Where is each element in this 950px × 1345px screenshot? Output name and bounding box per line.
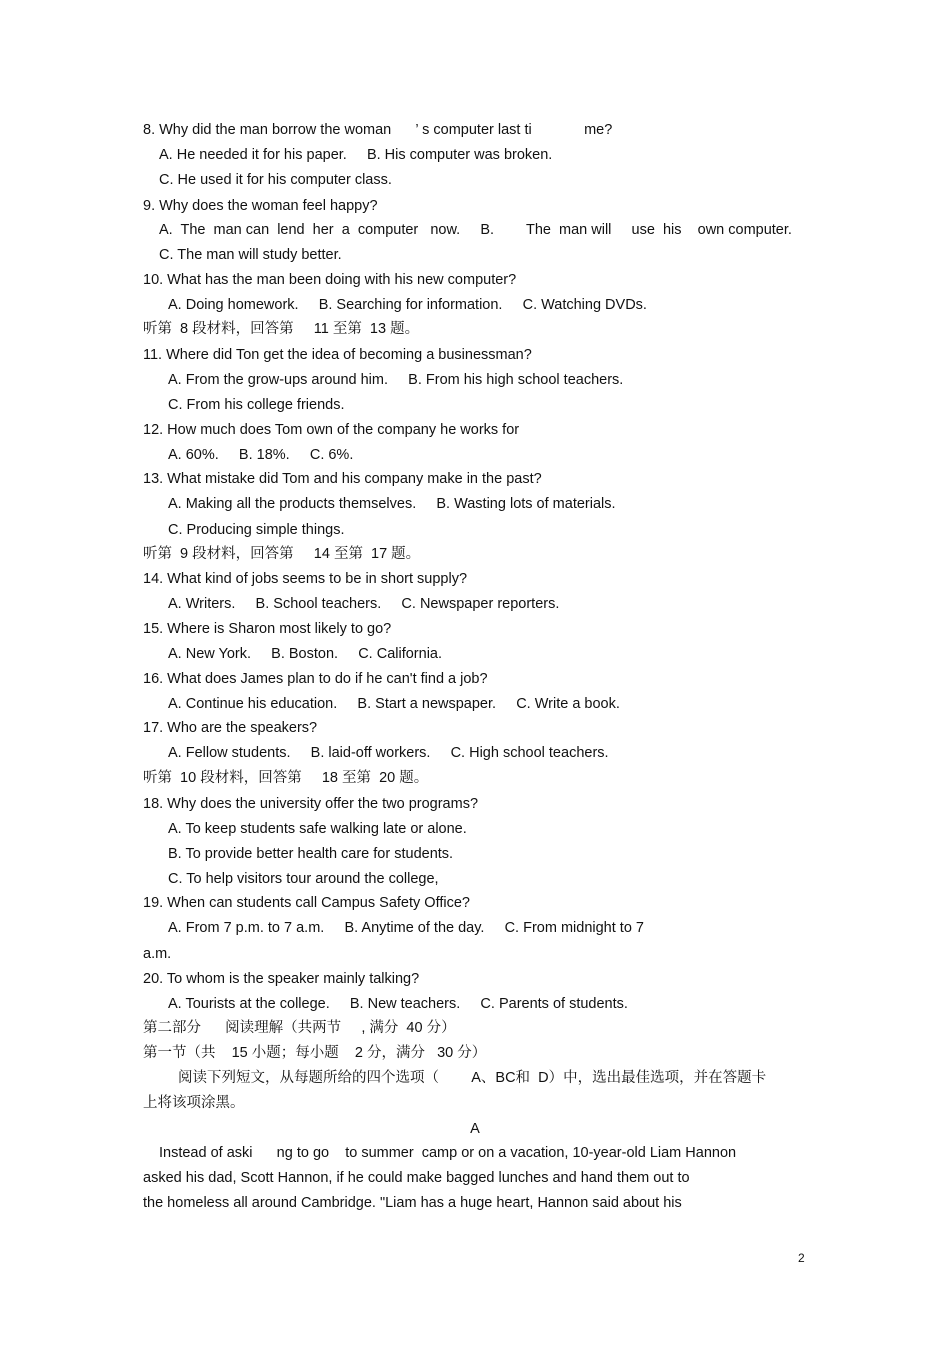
options-15: A. New York. B. Boston. C. California. [168, 646, 443, 662]
passage-line-3: the homeless all around Cambridge. "Liam has a huge heart, Hannon said about his [143, 1195, 682, 1211]
question-10: 10. What has the man been doing with his new computer? [143, 272, 517, 288]
options-13-ab: A. Making all the products themselves. B. Wasting lots of materials. [168, 496, 616, 512]
passage-line-1: Instead of aski ng to go to summer camp or on a vacation, 10-year-old Liam Hannon [159, 1145, 737, 1161]
options-12: A. 60%. B. 18%. C. 6%. [168, 447, 354, 463]
question-18: 18. Why does the university offer the two programs? [143, 796, 479, 812]
options-16: A. Continue his education. B. Start a newspaper. C. Write a book. [168, 696, 620, 712]
section-instruction-9: 听第 9 段材料，回答第 14 至第 17 题。 [143, 546, 421, 562]
question-14: 14. What kind of jobs seems to be in short supply? [143, 571, 468, 587]
section-one-heading: 第一节（共 15 小题；每小题 2 分，满分 30 分） [143, 1045, 487, 1061]
question-12: 12. How much does Tom own of the company he works for [143, 422, 520, 438]
options-17: A. Fellow students. B. laid-off workers. C. High school teachers. [168, 745, 609, 761]
passage-line-2: asked his dad, Scott Hannon, if he could make bagged lunches and hand them out to [143, 1170, 690, 1186]
options-9-c: C. The man will study better. [159, 247, 342, 263]
question-20: 20. To whom is the speaker mainly talking? [143, 971, 420, 987]
reading-instruction-cont: 上将该项涂黑。 [143, 1095, 245, 1111]
question-9: 9. Why does the woman feel happy? [143, 198, 378, 214]
reading-instruction: 阅读下列短文，从每题所给的四个选项（ A、BC和 D）中，选出最佳选项，并在答题卡 [178, 1070, 767, 1086]
options-14: A. Writers. B. School teachers. C. Newspaper reporters. [168, 596, 560, 612]
options-11-c: C. From his college friends. [168, 397, 345, 413]
section-instruction-8: 听第 8 段材料，回答第 11 至第 13 题。 [143, 321, 420, 337]
options-11-ab: A. From the grow-ups around him. B. From his high school teachers. [168, 372, 624, 388]
question-19: 19. When can students call Campus Safety Office? [143, 895, 470, 911]
question-11: 11. Where did Ton get the idea of becoming a businessman? [143, 347, 532, 363]
options-18-c: C. To help visitors tour around the college, [168, 871, 439, 887]
options-8-c: C. He used it for his computer class. [159, 172, 392, 188]
options-18-b: B. To provide better health care for students. [168, 846, 454, 862]
options-10: A. Doing homework. B. Searching for information. C. Watching DVDs. [168, 297, 647, 313]
options-19: A. From 7 p.m. to 7 a.m. B. Anytime of the day. C. From midnight to 7 [168, 920, 644, 936]
part-two-heading: 第二部分 阅读理解（共两节 , 满分 40 分） [143, 1020, 456, 1036]
options-19-cont: a.m. [143, 946, 172, 962]
question-13: 13. What mistake did Tom and his company make in the past? [143, 471, 542, 487]
page-number: 2 [798, 1251, 805, 1265]
options-13-c: C. Producing simple things. [168, 522, 345, 538]
question-8: 8. Why did the man borrow the woman ’ s computer last ti me? [143, 122, 613, 138]
options-8-ab: A. He needed it for his paper. B. His computer was broken. [159, 147, 553, 163]
question-15: 15. Where is Sharon most likely to go? [143, 621, 392, 637]
options-18-a: A. To keep students safe walking late or alone. [168, 821, 467, 837]
options-9-ab: A. The man can lend her a computer now. B. The man will use his own computer. [159, 222, 792, 238]
question-17: 17. Who are the speakers? [143, 720, 318, 736]
question-16: 16. What does James plan to do if he can't find a job? [143, 671, 488, 687]
passage-title: A [470, 1121, 480, 1137]
section-instruction-10: 听第 10 段材料，回答第 18 至第 20 题。 [143, 770, 429, 786]
options-20: A. Tourists at the college. B. New teachers. C. Parents of students. [168, 996, 628, 1012]
